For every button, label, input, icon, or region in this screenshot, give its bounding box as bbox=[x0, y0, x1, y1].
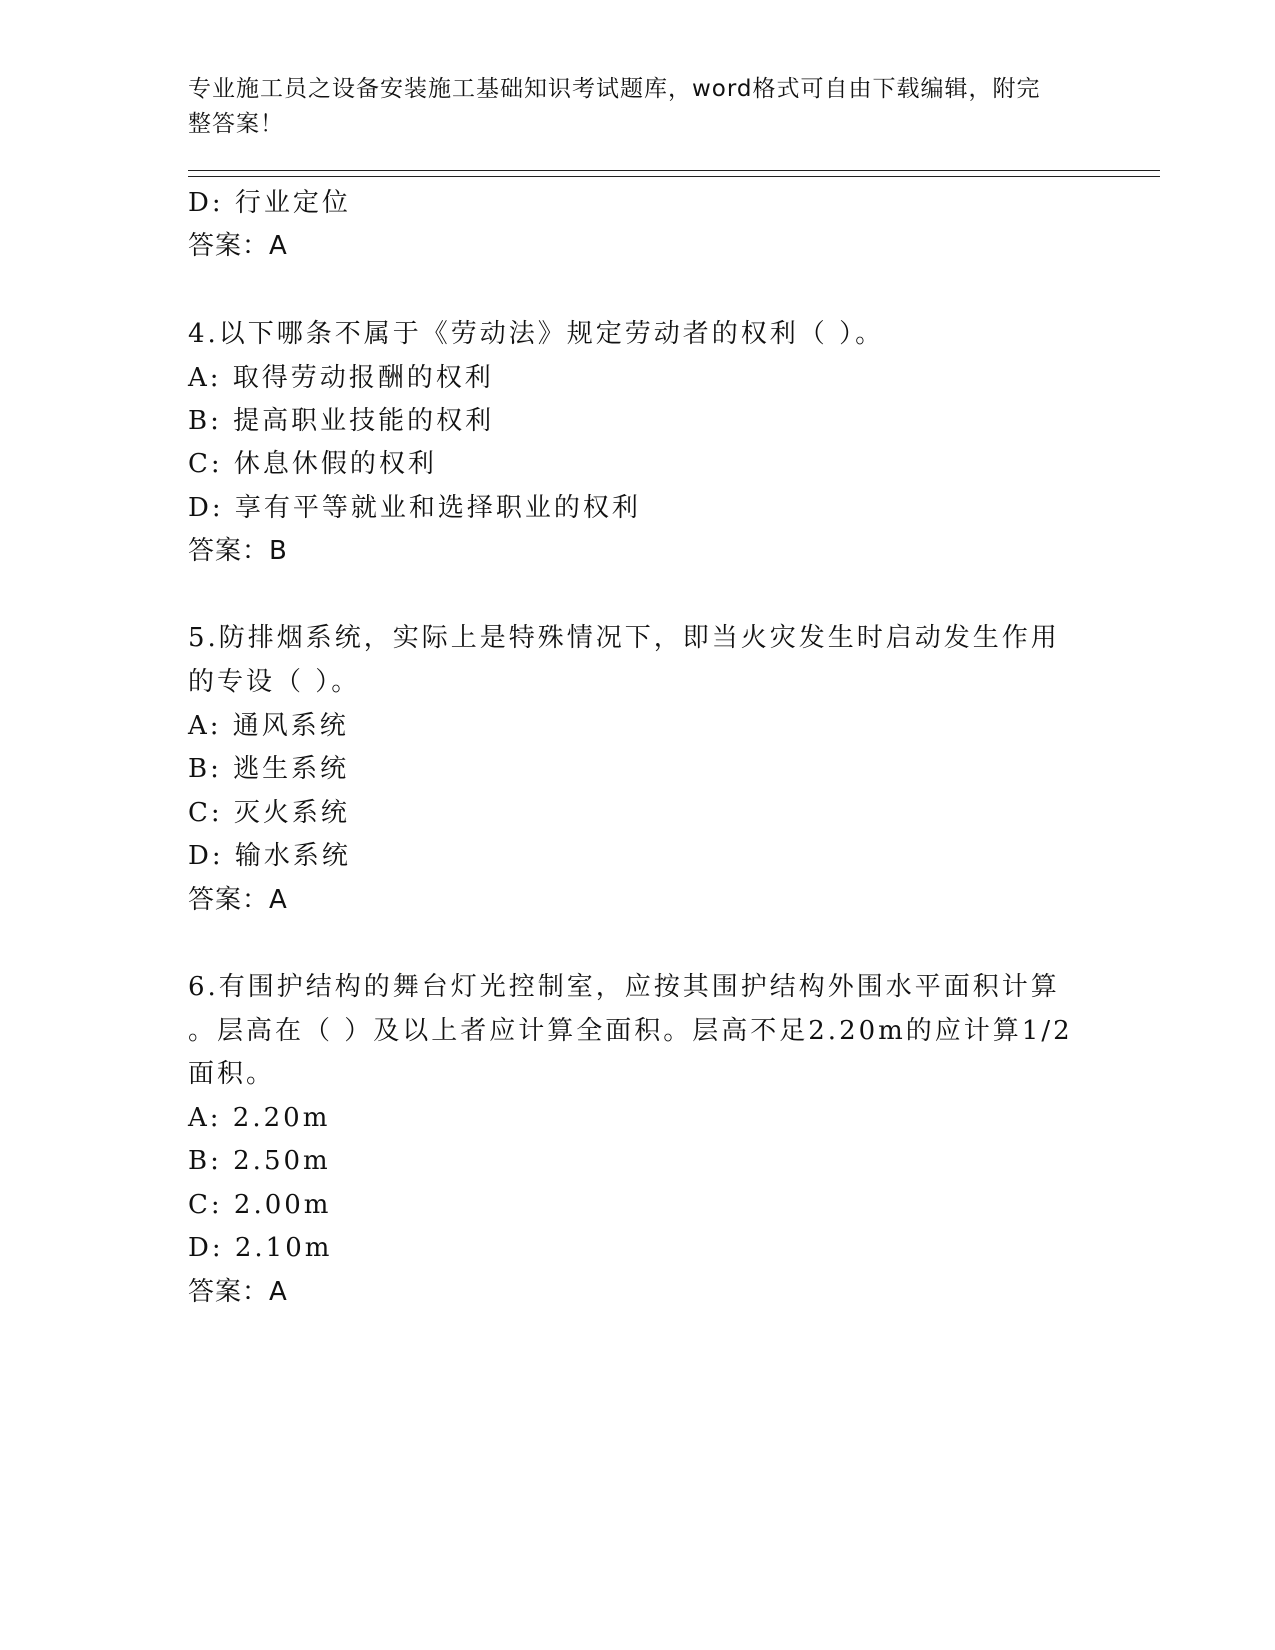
document-header bbox=[188, 72, 1068, 142]
question-6-text-line-1: 6.有围护结构的舞台灯光控制室，应按其围护结构外围水平面积计算 bbox=[188, 972, 1060, 1002]
header-line-1: 专业施工员之设备安装施工基础知识考试题库，word格式可自由下载编辑，附完 bbox=[188, 76, 1041, 102]
question-6-text-line-3: 面积。 bbox=[188, 1059, 276, 1089]
question-6-option-c: C: 2.00m bbox=[188, 1190, 332, 1220]
question-5-option-d: D: 输水系统 bbox=[188, 841, 351, 871]
question-4-text: 4.以下哪条不属于《劳动法》规定劳动者的权利（ ）。 bbox=[188, 319, 885, 349]
question-6-option-a: A: 2.20m bbox=[188, 1103, 331, 1133]
question-4-option-a: A: 取得劳动报酬的权利 bbox=[188, 363, 494, 393]
question-5-text-line-1: 5.防排烟系统，实际上是特殊情况下，即当火灾发生时启动发生作用 bbox=[188, 623, 1060, 653]
question-6-answer: 答案：A bbox=[188, 1277, 288, 1307]
question-4-option-b: B: 提高职业技能的权利 bbox=[188, 406, 495, 436]
prev-option-d: D: 行业定位 bbox=[188, 188, 351, 218]
header-rule-bottom bbox=[188, 176, 1160, 177]
question-5-option-c: C: 灭火系统 bbox=[188, 798, 350, 828]
question-5-answer: 答案：A bbox=[188, 885, 288, 915]
header-line-2: 整答案！ bbox=[188, 111, 284, 137]
prev-answer: 答案：A bbox=[188, 231, 288, 261]
question-6-option-b: B: 2.50m bbox=[188, 1146, 331, 1176]
question-6-text-line-2: 。层高在（ ）及以上者应计算全面积。层高不足2.20m的应计算1/2 bbox=[188, 1016, 1073, 1046]
header-rule-top bbox=[188, 170, 1160, 171]
question-4-option-d: D: 享有平等就业和选择职业的权利 bbox=[188, 493, 641, 523]
question-4-answer: 答案：B bbox=[188, 536, 288, 566]
question-6-option-d: D: 2.10m bbox=[188, 1233, 333, 1263]
question-4-option-c: C: 休息休假的权利 bbox=[188, 449, 437, 479]
question-5-text-line-2: 的专设（ ）。 bbox=[188, 667, 361, 697]
question-5-option-a: A: 通风系统 bbox=[188, 711, 349, 741]
question-5-option-b: B: 逃生系统 bbox=[188, 754, 350, 784]
